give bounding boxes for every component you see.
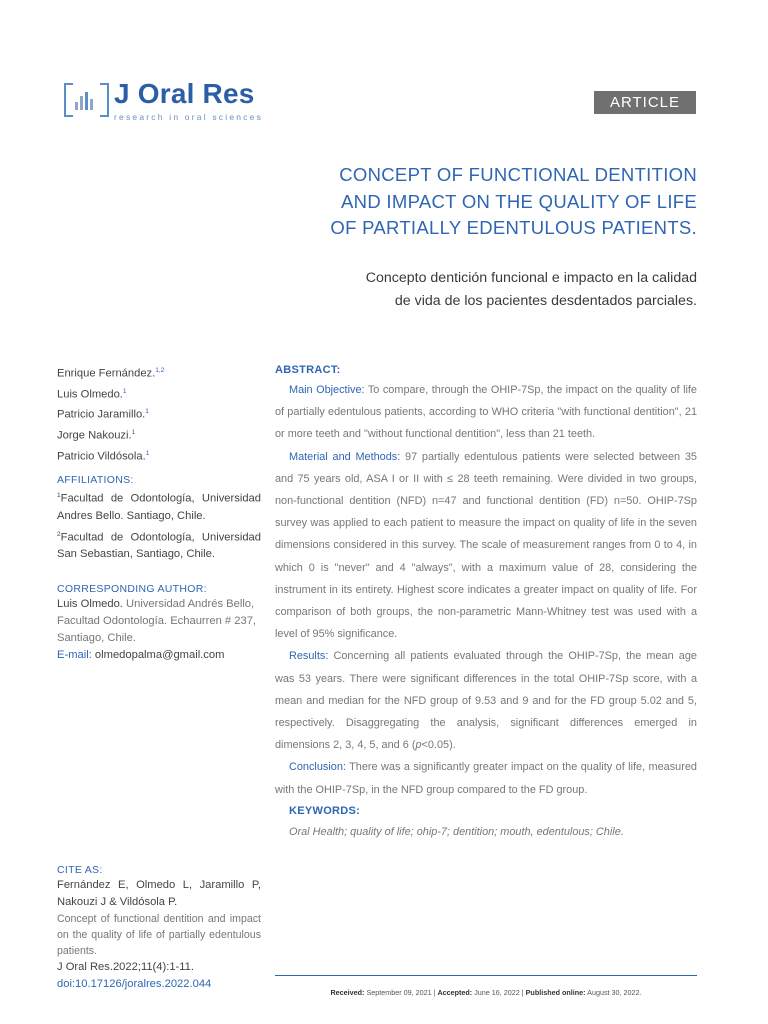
cite-label: CITE AS: bbox=[57, 864, 103, 876]
author: Jorge Nakouzi.$^1$ bbox=[57, 429, 136, 442]
logo-bracket-right bbox=[100, 83, 109, 117]
corresponding-address: Luis Olmedo. Universidad Andrés Bello, Facultad Odontología. Echaurren # 237, Santiago, Chile. bbox=[57, 598, 257, 644]
paper-subtitle bbox=[277, 267, 697, 313]
title-line: CONCEPT OF FUNCTIONAL DENTITION bbox=[339, 164, 697, 185]
affiliations-label: AFFILIATIONS: bbox=[57, 474, 134, 486]
corresponding-author bbox=[57, 583, 261, 664]
logo-name: J Oral Res bbox=[114, 78, 255, 109]
logo-tagline: research in oral sciences bbox=[114, 112, 264, 122]
footer-divider bbox=[275, 975, 697, 976]
journal-logo bbox=[64, 76, 274, 128]
cite-title: Concept of functional dentition and impact on the quality of life of partially edentulous patients. bbox=[57, 913, 261, 957]
corresponding-label: CORRESPONDING AUTHOR: bbox=[57, 583, 207, 595]
title-line: OF PARTIALLY EDENTULOUS PATIENTS. bbox=[330, 217, 697, 238]
cite-journal: J Oral Res.2022;11(4):1-11. bbox=[57, 961, 195, 973]
keywords: Oral Health; quality of life; ohip-7; dentition; mouth, edentulous; Chile. bbox=[289, 825, 624, 838]
affiliations bbox=[57, 474, 261, 563]
cite-authors: Fernández E, Olmedo L, Jaramillo P, Nakouzi J & Vildósola P. bbox=[57, 879, 261, 908]
keywords-heading: KEYWORDS: bbox=[289, 804, 361, 817]
title-line: AND IMPACT ON THE QUALITY OF LIFE bbox=[341, 190, 697, 212]
abstract-heading: ABSTRACT: bbox=[275, 364, 341, 376]
affiliation-item: $^2$Facultad de Odontología, Universidad San Sebastian, Santiago, Chile. bbox=[57, 530, 261, 561]
logo-bars-icon bbox=[75, 88, 97, 110]
author-list bbox=[57, 362, 261, 466]
corresponding-email: E-mail: olmedopalma@gmail.com bbox=[57, 649, 225, 661]
article-type-badge: ARTICLE bbox=[594, 91, 696, 114]
author: Enrique Fernández.$^{1,2}$ bbox=[57, 367, 165, 380]
abstract bbox=[275, 361, 697, 843]
affiliation-item: $^1$Facultad de Odontología, Universidad Andres Bello. Santiago, Chile. bbox=[57, 492, 261, 522]
doi-link[interactable]: doi:10.17126/joralres.2022.044 bbox=[57, 978, 212, 990]
author: Patricio Jaramillo.$^1$ bbox=[57, 408, 149, 422]
cite-as bbox=[57, 864, 261, 993]
abstract-conclusion: Conclusion: There was a significantly greater impact on the quality of life, measured with the OHIP-7Sp, in the NFD group compared to the FD group. bbox=[275, 761, 697, 796]
author: Patricio Vildósola.$^1$ bbox=[57, 449, 150, 463]
logo-bracket-left bbox=[64, 83, 73, 117]
abstract-objective: Main Objective: To compare, through the OHIP-7Sp, the impact on the quality of life of partially edentulous patients, according to WHO criteria "with functional dentition", 21 or more teeth and "without functional dentition", less than 21 teeth. bbox=[275, 384, 697, 441]
abstract-results: Results: Concerning all patients evaluated through the OHIP-7Sp, the mean age was 53 years. There were significant differences in the total OHIP-7Sp score, with a mean and median for the NFD group of 9.53 and 9 and for the FD group 5.02 and 5, respectively. Disaggregating the analysis, significant differences emerged in dimensions 2, 3, 4, 5, and 6 (p<0.05). bbox=[275, 650, 697, 752]
abstract-methods: Material and Methods: 97 partially edentulous patients were selected between 35 and 75 years old, ASA I or II with ≤ 28 teeth remaining. Were divided in two groups, non-functional dentition (NFD) n=47 and functional dentition (FD) n=50. OHIP-7Sp survey was applied to each patient to measure the impact on quality of life in the seven dimensions considered in this survey. The scale of measurement ranges from 0 to 4, in which 0 is "never" and 4 "always", with a maximum value of 28, considering the instrument in its entirety. Highest score indicates a greater impact on quality of life. For comparison of both groups, the non-parametric Mann-Whitney test was used with a level of 95% significance. bbox=[275, 450, 697, 641]
email-link[interactable]: olmedopalma@gmail.com bbox=[94, 649, 225, 661]
subtitle-line: Concepto dentición funcional e impacto en la calidad bbox=[365, 270, 697, 286]
subtitle-line: de vida de los pacientes desdentados parciales. bbox=[394, 293, 697, 309]
publication-dates: Received: September 09, 2021 | Accepted: June 16, 2022 | Published online: August 30, 2022. bbox=[330, 988, 642, 997]
author: Luis Olmedo.$^1$ bbox=[57, 387, 127, 401]
paper-title bbox=[277, 162, 697, 242]
